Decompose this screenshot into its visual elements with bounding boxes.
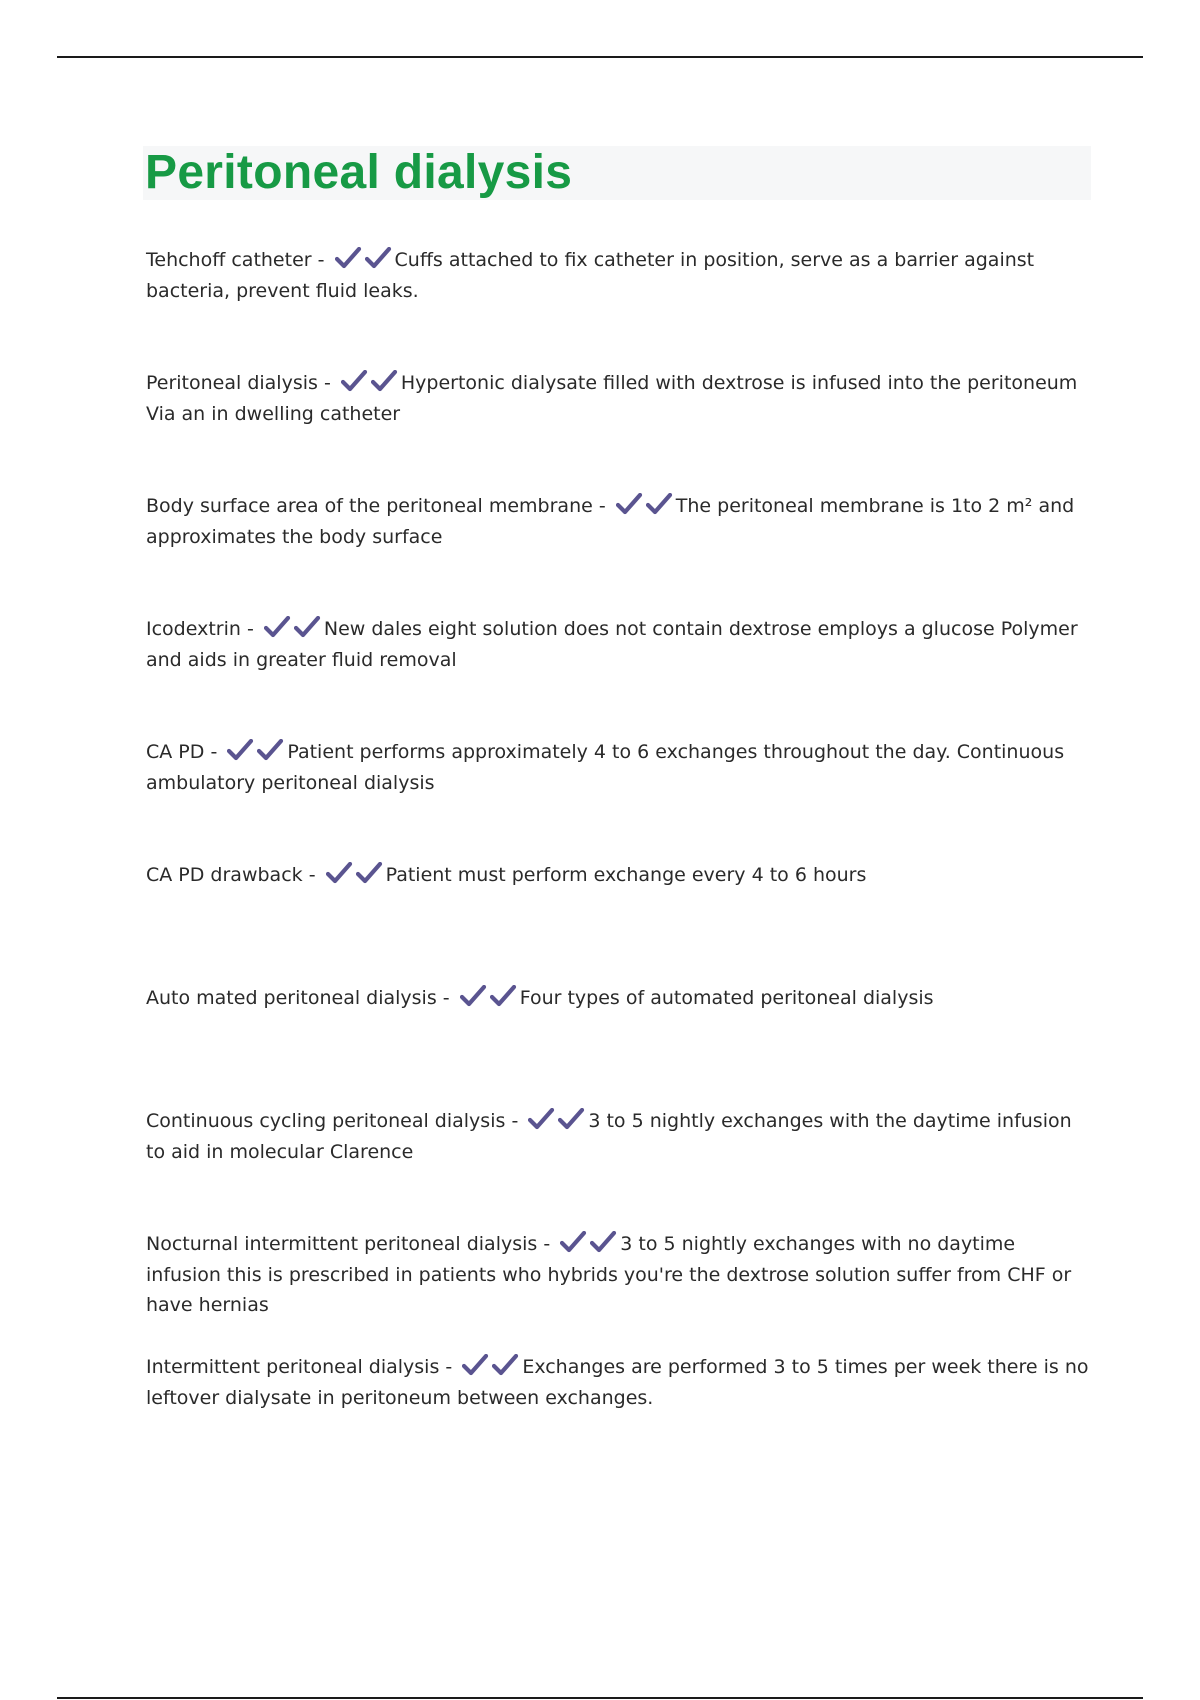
card-definition: 3 to 5 nightly exchanges with the daytime infusion to aid in molecular Clarence	[146, 1110, 1072, 1163]
top-divider	[57, 56, 1143, 58]
card-definition: Four types of automated peritoneal dialysis	[519, 987, 934, 1009]
check-icon	[356, 862, 383, 884]
check-icon	[460, 985, 487, 1007]
check-icon	[462, 1354, 489, 1376]
check-icon	[257, 739, 284, 761]
check-icon	[558, 1108, 585, 1130]
card-term: Body surface area of the peritoneal membrane	[146, 495, 593, 517]
term-separator: -	[445, 1356, 459, 1378]
check-icon	[365, 247, 392, 269]
card-definition: Cuffs attached to fix catheter in position, serve as a barrier against bacteria, prevent fluid leaks.	[146, 249, 1035, 302]
check-icon	[560, 1231, 587, 1253]
check-icon	[326, 862, 353, 884]
check-icon	[490, 985, 517, 1007]
term-separator: -	[210, 741, 224, 763]
flashcard	[146, 491, 1096, 614]
flashcard	[146, 983, 1096, 1106]
flashcard	[146, 245, 1096, 368]
term-separator: -	[323, 372, 337, 394]
check-icon	[335, 247, 362, 269]
card-definition: The peritoneal membrane is 1to 2 m² and approximates the body surface	[146, 495, 1075, 548]
card-term: CA PD drawback	[146, 864, 303, 886]
flashcard	[146, 737, 1096, 860]
card-term: Tehchoff catheter	[146, 249, 312, 271]
card-term: Auto mated peritoneal dialysis	[146, 987, 437, 1009]
check-icon	[590, 1231, 617, 1253]
flashcard	[146, 614, 1096, 737]
check-icon	[294, 616, 321, 638]
flashcard	[146, 1229, 1096, 1352]
flashcard	[146, 860, 1096, 983]
card-definition: Patient must perform exchange every 4 to 6 hours	[385, 864, 867, 886]
check-icon	[371, 370, 398, 392]
card-term: Continuous cycling peritoneal dialysis	[146, 1110, 506, 1132]
flashcard	[146, 368, 1096, 491]
term-separator: -	[543, 1233, 557, 1255]
flashcard-list	[146, 245, 1096, 1475]
card-definition: Exchanges are performed 3 to 5 times per week there is no leftover dialysate in peritoneum between exchanges.	[146, 1356, 1089, 1409]
flashcard	[146, 1106, 1096, 1229]
check-icon	[227, 739, 254, 761]
bottom-divider	[57, 1697, 1143, 1699]
flashcard	[146, 1352, 1096, 1475]
term-separator: -	[246, 618, 260, 640]
term-separator: -	[511, 1110, 525, 1132]
term-separator: -	[308, 864, 322, 886]
term-separator: -	[442, 987, 456, 1009]
card-term: Peritoneal dialysis	[146, 372, 318, 394]
check-icon	[616, 493, 643, 515]
check-icon	[646, 493, 673, 515]
card-definition: 3 to 5 nightly exchanges with no daytime infusion this is prescribed in patients who hybrids you're the dextrose solution suffer from CHF or have hernias	[146, 1233, 1072, 1316]
check-icon	[341, 370, 368, 392]
card-term: Nocturnal intermittent peritoneal dialysis	[146, 1233, 538, 1255]
card-term: CA PD	[146, 741, 205, 763]
page-title: Peritoneal dialysis	[145, 146, 573, 199]
check-icon	[528, 1108, 555, 1130]
term-separator: -	[317, 249, 331, 271]
check-icon	[264, 616, 291, 638]
card-term: Icodextrin	[146, 618, 241, 640]
card-term: Intermittent peritoneal dialysis	[146, 1356, 440, 1378]
term-separator: -	[598, 495, 612, 517]
card-definition: Patient performs approximately 4 to 6 exchanges throughout the day. Continuous ambulatory peritoneal dialysis	[146, 741, 1065, 794]
check-icon	[492, 1354, 519, 1376]
card-definition: Hypertonic dialysate filled with dextrose is infused into the peritoneum Via an in dwelling catheter	[146, 372, 1078, 425]
card-definition: New dales eight solution does not contain dextrose employs a glucose Polymer and aids in greater fluid removal	[146, 618, 1078, 671]
